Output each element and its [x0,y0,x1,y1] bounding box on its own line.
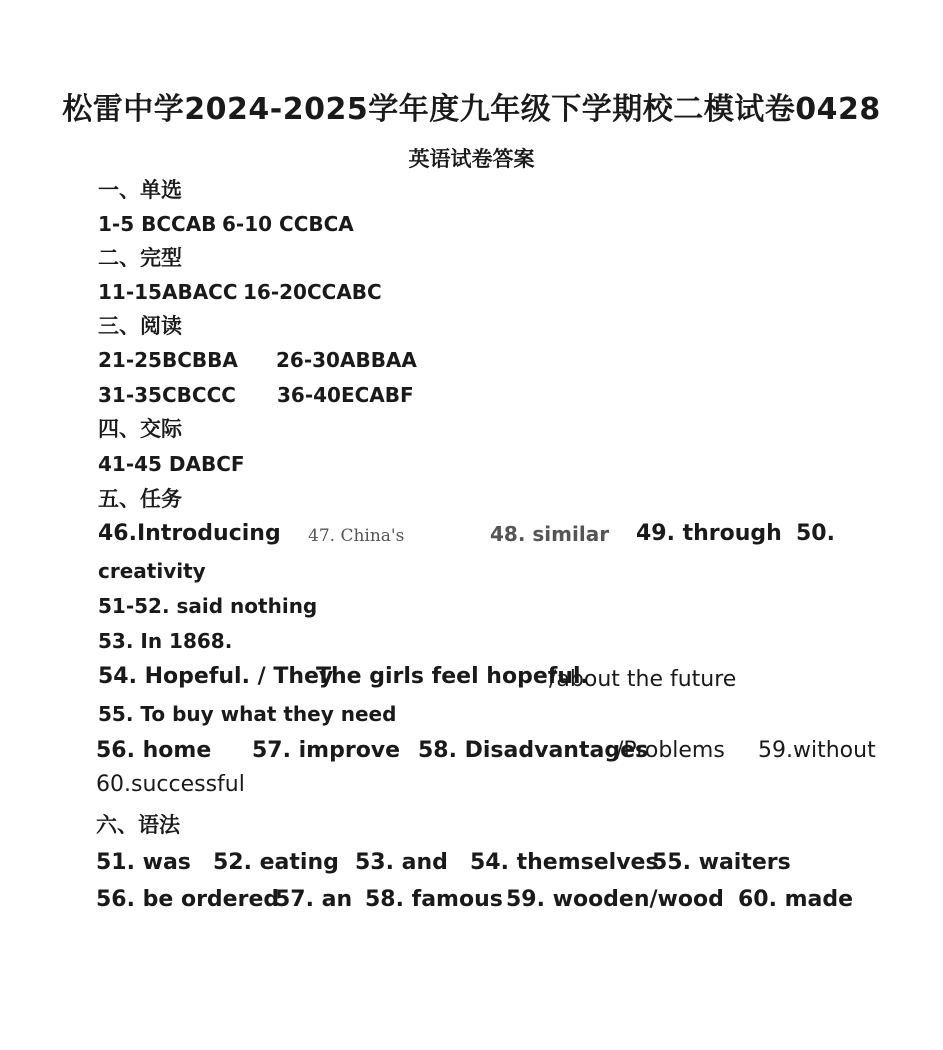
grammar-answer-55: 55. waiters [652,850,791,875]
grammar-answer-56: 56. be ordered [96,887,280,912]
answer-53: 53. In 1868. [98,629,233,653]
answer-16-20: 16-20CCABC [243,280,382,304]
answer-50-value: creativity [98,559,206,583]
grammar-answer-58: 58. famous [365,887,503,912]
grammar-answer-54: 54. themselves [470,850,659,875]
answer-50-label: 50. [796,521,835,546]
answer-41-45: 41-45 DABCF [98,452,245,476]
section-heading-single-choice: 一、单选 [98,178,182,202]
answer-48: 48. similar [490,522,610,546]
answer-59: 59.without [758,738,876,763]
answer-54-part3: /about the future [549,667,737,692]
answer-57: 57. improve [252,738,401,763]
grammar-answer-53: 53. and [355,850,448,875]
answer-58-alt: /Problems [616,738,725,763]
grammar-answer-52: 52. eating [213,850,339,875]
section-heading-cloze: 二、完型 [98,246,182,270]
answer-56: 56. home [96,738,212,763]
answer-6-10: 6-10 CCBCA [222,212,354,236]
page-subtitle: 英语试卷答案 [408,147,535,171]
section-heading-grammar: 六、语法 [96,813,180,837]
answer-58: 58. Disadvantages [418,738,649,763]
answer-31-35: 31-35CBCCC [98,383,236,407]
answer-26-30: 26-30ABBAA [276,348,417,372]
answer-1-5: 1-5 BCCAB [98,212,217,236]
answer-49: 49. through [636,521,782,546]
grammar-answer-57: 57. an [275,887,353,912]
grammar-answer-60: 60. made [738,887,854,912]
answer-55: 55. To buy what they need [98,702,397,726]
page-title: 松雷中学2024-2025学年度九年级下学期校二模试卷0428 [62,92,881,127]
grammar-answer-51: 51. was [96,850,191,875]
section-heading-reading: 三、阅读 [98,314,182,338]
answer-60: 60.successful [96,772,245,797]
section-heading-task: 五、任务 [98,487,182,511]
answer-46: 46.Introducing [98,521,281,546]
answer-54-part1: 54. Hopeful. / They [98,664,334,689]
grammar-answer-59: 59. wooden/wood [506,887,724,912]
answer-54-part2: The girls feel hopeful. [316,664,589,689]
answer-51-52: 51-52. said nothing [98,594,318,618]
answer-36-40: 36-40ECABF [277,383,414,407]
answer-21-25: 21-25BCBBA [98,348,238,372]
section-heading-communication: 四、交际 [98,417,182,441]
answer-47: 47. China's [308,526,405,546]
answer-11-15: 11-15ABACC [98,280,238,304]
